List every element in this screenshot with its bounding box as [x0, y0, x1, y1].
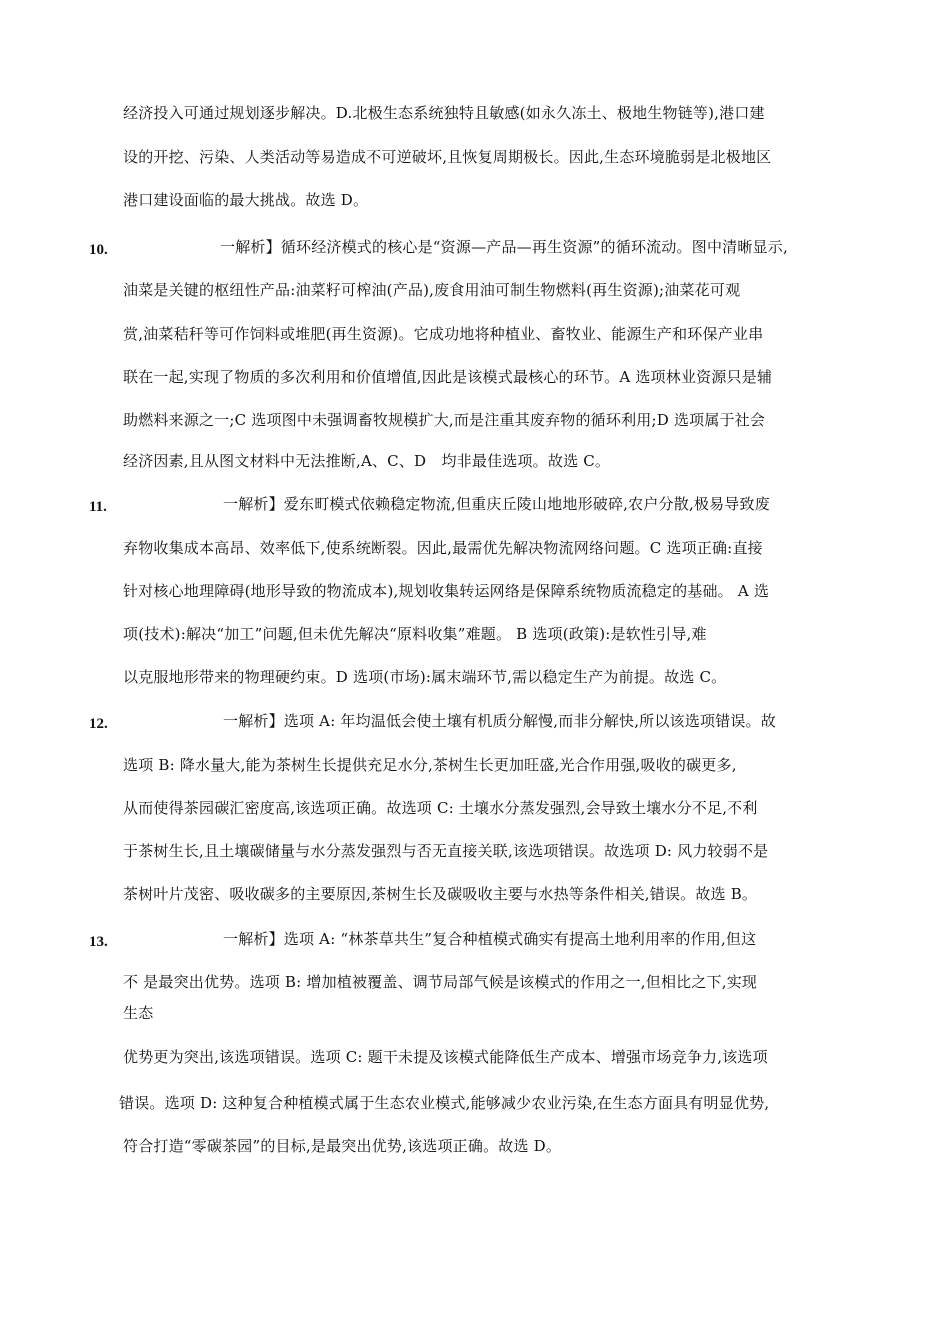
analysis-line: 助燃料来源之一;C 选项图中未强调畜牧规模扩大,而是注重其废弃物的循环利用;D 选项属于社会: [123, 411, 766, 429]
intro-line: 经济投入可通过规划逐步解决。D.北极生态系统独特且敏感(如永久冻土、极地生物链等),港口建: [123, 104, 765, 122]
analysis-line: 一解析】选项 A: 年均温低会使土壤有机质分解慢,而非分解快,所以该选项错误。故: [223, 712, 776, 730]
analysis-line: 生态: [123, 1004, 154, 1022]
analysis-line: 茶树叶片茂密、吸收碳多的主要原因,茶树生长及碳吸收主要与水热等条件相关,错误。故选 B。: [123, 885, 758, 903]
analysis-line: 一解析】爱东町模式依赖稳定物流,但重庆丘陵山地地形破碎,农户分散,极易导致废: [223, 495, 770, 513]
question-number: 10.: [89, 242, 108, 258]
intro-line: 港口建设面临的最大挑战。故选 D。: [123, 191, 369, 209]
analysis-line: 项(技术):解决“加工”问题,但未优先解决“原料收集”难题。 B 选项(政策):是软性引导,难: [123, 625, 707, 643]
analysis-line: 优势更为突出,该选项错误。选项 C: 题干未提及该模式能降低生产成本、增强市场竞争力,该选项: [123, 1048, 768, 1066]
analysis-line: 不 是最突出优势。选项 B: 增加植被覆盖、调节局部气候是该模式的作用之一,但相比之下,实现: [123, 973, 758, 991]
analysis-line: 于茶树生长,且土壤碳储量与水分蒸发强烈与否无直接关联,该选项错误。故选项 D: 风力较弱不是: [123, 842, 769, 860]
analysis-line: 选项 B: 降水量大,能为茶树生长提供充足水分,茶树生长更加旺盛,光合作用强,吸收的碳更多,: [123, 756, 737, 774]
analysis-line: 错误。选项 D: 这种复合种植模式属于生态农业模式,能够减少农业污染,在生态方面具有明显优势,: [119, 1094, 770, 1112]
analysis-line: 经济因素,且从图文材料中无法推断,A、C、D 均非最佳选项。故选 C。: [123, 452, 611, 470]
intro-line: 设的开挖、污染、人类活动等易造成不可逆破坏,且恢复周期极长。因此,生态环境脆弱是北极地区: [123, 148, 772, 166]
analysis-line: 联在一起,实现了物质的多次利用和价值增值,因此是该模式最核心的环节。A 选项林业资源只是辅: [123, 368, 773, 386]
analysis-line: 从而使得茶园碳汇密度高,该选项正确。故选项 C: 土壤水分蒸发强烈,会导致土壤水分不足,不利: [123, 799, 758, 817]
question-number: 13.: [89, 934, 108, 950]
analysis-line: 一解析】循环经济模式的核心是“资源—产品—再生资源”的循环流动。图中清晰显示,: [220, 238, 788, 256]
analysis-line: 一解析】选项 A: “林茶草共生”复合种植模式确实有提高土地利用率的作用,但这: [223, 930, 757, 948]
analysis-line: 油菜是关键的枢纽性产品:油菜籽可榨油(产品),废食用油可制生物燃料(再生资源);油菜花可观: [123, 281, 741, 299]
analysis-line: 以克服地形带来的物理硬约束。D 选项(市场):属末端环节,需以稳定生产为前提。故选 C。: [123, 668, 727, 686]
analysis-line: 弃物收集成本高昂、效率低下,使系统断裂。因此,最需优先解决物流网络问题。C 选项正确:直接: [123, 539, 763, 557]
question-number: 12.: [89, 716, 108, 732]
analysis-line: 赏,油菜秸秆等可作饲料或堆肥(再生资源)。它成功地将种植业、畜牧业、能源生产和环保产业串: [123, 325, 764, 343]
analysis-line: 符合打造“零碳茶园”的目标,是最突出优势,该选项正确。故选 D。: [123, 1137, 562, 1155]
question-number: 11.: [89, 499, 107, 515]
analysis-line: 针对核心地理障碍(地形导致的物流成本),规划收集转运网络是保障系统物质流稳定的基础。 A 选: [123, 582, 770, 600]
